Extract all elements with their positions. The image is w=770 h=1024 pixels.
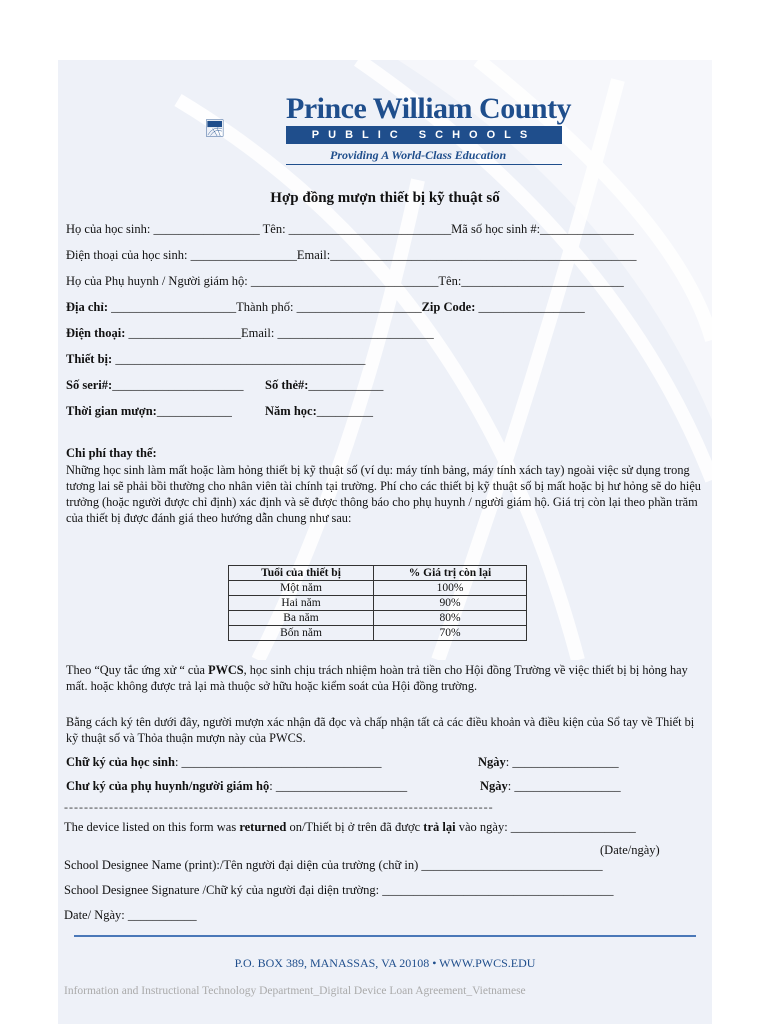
address-row[interactable] [66,300,585,315]
pwcs-logo-emblem [206,90,286,166]
student-name-row[interactable]: Họ của học sinh: _________________ Tên: __________________________Mã số học sinh #:_______________ [66,222,634,236]
table-cell-value: 90% [374,596,527,611]
return-text-1: The device listed on this form was [64,820,240,834]
loan-period-label: Thời gian mượn: [66,404,157,418]
date-row-2[interactable] [480,779,621,794]
student-signature-line[interactable]: : ________________________________ [174,755,382,769]
table-cell-age: Một năm [229,581,374,596]
date-line-1[interactable]: : _________________ [505,755,619,769]
table-row [229,626,527,641]
logo-name: Prince William County [286,92,572,125]
serial-line[interactable]: _____________________ [112,378,244,392]
return-date-note: (Date/ngày) [600,843,660,857]
return-text-2: on/Thiết bị ở trên đã được [286,820,424,834]
table-cell-age: Hai năm [229,596,374,611]
tag-row[interactable] [265,378,383,393]
date-label-2: Ngày [480,779,508,793]
date-label-1: Ngày [478,755,506,769]
guardian-name-row[interactable]: Họ của Phụ huynh / Người giám hộ: ______________________________Tên:__________________________ [66,274,624,288]
table-cell-value: 70% [374,626,527,641]
return-date-line[interactable]: vào ngày: ____________________ [455,820,636,834]
replacement-body: Những học sinh làm mất hoặc làm hỏng thiết bị kỹ thuật số (ví dụ: máy tính bảng, máy tính xách tay) ngoài việc sử dụng trong tương lai sẽ phải bồi thường cho nhân viên tài chính tại trường. Phí cho các thiết bị kỹ thuật số bị mất hoặc bị hư hỏng sẽ do hiệu trưởng (hoặc người được chỉ định) xác định và sẽ được thông báo cho phụ huynh / người giám hộ. Giá trị còn lại theo phần trăm của thiết bị được đánh giá theo hướng dẫn chung như sau: [66,463,701,525]
designee-signature-row[interactable]: School Designee Signature /Chữ ký của người đại diện trường: _____________________________________ [64,883,614,897]
table-header-value: % Giá trị còn lại [374,566,527,581]
student-contact-row[interactable]: Điện thoại của học sinh: _________________Email:_________________________________________________ [66,248,637,262]
phone-label: Điện thoại: [66,326,126,340]
footer-department: Information and Instructional Technology Department_Digital Device Loan Agreement_Vietnamese [64,985,526,997]
school-year-line[interactable]: _________ [316,404,373,418]
table-header-row [229,566,527,581]
tag-label: Số thẻ#: [265,378,309,392]
parent-signature-label: Chư ký của phụ huynh/người giám hộ [66,779,270,793]
serial-label: Số seri#: [66,378,113,392]
school-year-row[interactable] [265,404,373,419]
guardian-contact-row[interactable] [66,326,434,341]
logo-underline [286,164,562,165]
cut-line-separator: -------------------------------------------------------------------------------------- [64,800,494,814]
designee-name-row[interactable]: School Designee Name (print):/Tên người đại diện của trường (chữ in) _____________________________ [64,858,603,872]
table-header-age: Tuổi của thiết bị [229,566,374,581]
tag-line[interactable]: ____________ [308,378,384,392]
loan-period-row[interactable] [66,404,232,419]
conduct-text-2: , học sinh chịu trách nhiệm hoàn trả tiền cho Hội đồng Trường về việc thiết bị bị hỏng hay mất. hoặc không được trả lại mà thuộc sở hữu hoặc kiểm soát của Hội đồng trường. [66,663,688,693]
parent-signature-row[interactable] [66,779,407,794]
serial-row[interactable] [66,378,243,393]
table-cell-age: Ba năm [229,611,374,626]
student-signature-label: Chữ ký của học sinh [66,755,175,769]
city-line[interactable]: ____________________ [293,300,422,314]
table-row [229,596,527,611]
table-row [229,581,527,596]
logo-tagline: Providing A World-Class Education [330,148,507,162]
loan-period-line[interactable]: ____________ [156,404,232,418]
table-cell-value: 100% [374,581,527,596]
depreciation-table [228,565,527,641]
table-row [229,611,527,626]
address-city-line[interactable]: ____________________Thành phố: [108,300,294,314]
logo-band: PUBLIC SCHOOLS [286,126,562,144]
date-line-2[interactable]: : _________________ [507,779,621,793]
return-bold-tra-lai: trả lại [423,820,456,834]
device-row[interactable] [66,352,365,367]
device-label: Thiết bị: [66,352,113,366]
return-bold-returned: returned [239,820,287,834]
conduct-paragraph [66,662,706,694]
date-row-1[interactable] [478,755,619,770]
page-title: Hợp đồng mượn thiết bị kỹ thuật số [270,190,500,206]
footer-address: P.O. BOX 389, MANASSAS, VA 20108 • WWW.PWCS.EDU [234,956,536,970]
address-label: Địa chỉ: [66,300,109,314]
zip-label: Zip Code: [421,300,476,314]
table-cell-age: Bốn năm [229,626,374,641]
parent-signature-line[interactable]: : _____________________ [269,779,408,793]
designee-date-row[interactable]: Date/ Ngày: ___________ [64,908,197,922]
conduct-text-1: Theo “Quy tắc ứng xử “ của [66,663,209,677]
conduct-pwcs: PWCS [208,663,244,677]
school-year-label: Năm học: [265,404,317,418]
agreement-paragraph: Bằng cách ký tên dưới đây, người mượn xác nhận đã đọc và chấp nhận tất cả các điều khoản và điều kiện của Sổ tay về Thiết bị kỹ thuật số và Thỏa thuận mượn này của PWCS. [66,715,695,745]
return-row[interactable] [64,820,636,835]
device-line[interactable]: ________________________________________ [112,352,366,366]
phone-email-line[interactable]: __________________Email: _________________________ [125,326,434,340]
replacement-heading: Chi phí thay thế: [66,446,157,460]
table-cell-value: 80% [374,611,527,626]
footer-rule [74,935,696,937]
zip-line[interactable]: _________________ [475,300,585,314]
student-signature-row[interactable] [66,755,382,770]
